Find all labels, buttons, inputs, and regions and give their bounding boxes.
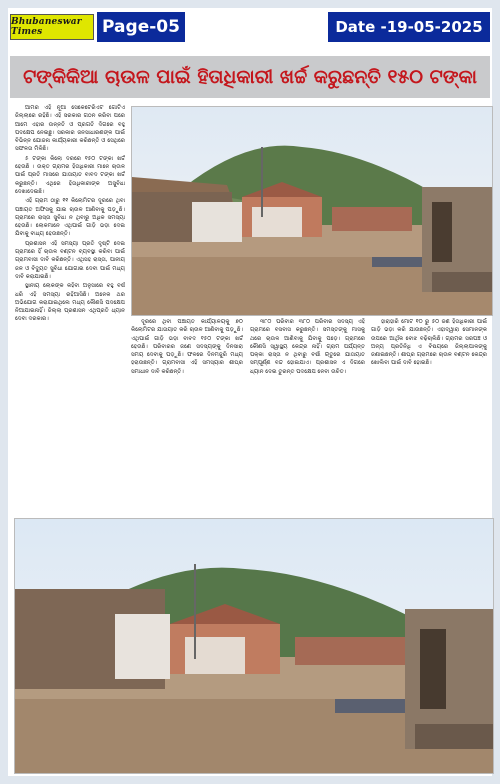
date-label: Date -19-05-2025 xyxy=(328,12,490,42)
article-column-2 xyxy=(131,318,243,512)
article-column-1 xyxy=(15,104,125,512)
masthead-logo: Bhubaneswar Times xyxy=(10,14,94,40)
article-paragraph: ଆମର ଏହି ନୂଆ ସେକେଟେରିଏଟ ଗୋଟିଏ ଜିଲ୍ଲାରେ ରହିଛି। ଏହି ସରକାର ଗଠନ କରିବା ପରେ ଆମେ ଏହାର ଉନ୍ନତି ଓ ପ୍ରଗତି ଦିଗରେ ବହୁ ପଦକ୍ଷେପ ନେଇଛୁ। ସରକାର ଜନସାଧାରଣଙ୍କ ପାଇଁ ବିଭିନ୍ନ ଯୋଜନା କାର୍ଯ୍ୟକାରୀ କରିଛନ୍ତି ଓ ସେଥିରେ ସଫଳତା ମିଳିଛି। xyxy=(15,105,125,153)
article-paragraph: ଏହି ଗ୍ରାମ ଠାରୁ ୧୧ କିଲୋମିଟର ଦୂରରେ ଥିବା ପଞ୍ଚାୟତ ଅଫିସକୁ ଯାଇ ଚାଉଳ ଆଣିବାକୁ ପଡ଼ୁଛି। ଗ୍ରାମରେ ରାସ୍ତା ସୁବିଧା ନ ଥିବାରୁ ଅଧିକ ସମସ୍ୟା ହେଉଛି। ଲୋକମାନେ ଏଥିପାଇଁ ଗାଡ଼ି ଭଡ଼ା ଦେଇ ଯିବାକୁ ବାଧ୍ୟ ହେଉଛନ୍ତି। xyxy=(15,198,125,238)
article-paragraph: ପ୍ରଶାସନ ଏହି ସମସ୍ୟା ପ୍ରତି ଦୃଷ୍ଟି ଦେଇ ଗ୍ରାମରେ ହିଁ ଚାଉଳ ବଣ୍ଟନ ବ୍ୟବସ୍ଥା କରିବା ପାଇଁ ଗ୍ରାମବାସୀ ଦାବି କରିଛନ୍ତି। ଏଥିସହ ରାସ୍ତା, ପାନୀୟ ଜଳ ଓ ବିଦ୍ୟୁତ ସୁବିଧା ଯୋଗାଇ ଦେବା ପାଇଁ ମଧ୍ୟ ଦାବି କରାଯାଇଛି। xyxy=(15,240,125,280)
article-column-4 xyxy=(371,318,487,512)
article-paragraph: ୩୮୦ ପରିବାର ୩୮୦ ପରିବାର ସଦସ୍ୟ ଏହି ଗ୍ରାମରେ ବସବାସ କରୁଛନ୍ତି। ସମସ୍ତଙ୍କୁ ମାସକୁ ଥରେ ଚାଉଳ ଆଣିବାକୁ ଯିବାକୁ ପଡ଼େ। ଗ୍ରାମରେ କୌଣସି ସ୍ୱାସ୍ଥ୍ୟ କେନ୍ଦ୍ର ନାହିଁ। ଗ୍ରାମ ପର୍ଯ୍ୟନ୍ତ ପକ୍କା ରାସ୍ତା ନ ଥିବାରୁ ବର୍ଷା ଋତୁରେ ଯାତାୟାତ ସମ୍ପୂର୍ଣ୍ଣ ବନ୍ଦ ହୋଇଯାଏ। ପ୍ରଶାସନ ଏ ଦିଗରେ ଧ୍ୟାନ ଦେଇ ତୁରନ୍ତ ପଦକ୍ଷେପ ନେବା ଉଚିତ। xyxy=(250,319,365,375)
village-photo-bottom xyxy=(14,518,494,774)
page-number-label: Page-05 xyxy=(97,12,185,42)
article-column-3 xyxy=(250,318,365,512)
article-paragraph: ଦୂରରେ ଥିବା ପଞ୍ଚାୟତ କାର୍ଯ୍ୟାଳୟକୁ ୭୦ କିଲୋମିଟର ଯାତାୟାତ କରି ଚାଉଳ ଆଣିବାକୁ ପଡ଼ୁଛି। ଏଥିପାଇଁ ଗାଡ଼ି ଭଡ଼ା ବାବଦ ୧୫୦ ଟଙ୍କା ଖର୍ଚ୍ଚ ହେଉଛି। ପରିବାରର ଜଣେ ସଦସ୍ୟଙ୍କୁ ଦିନସାରା ସମୟ ଦେବାକୁ ପଡ଼ୁଛି। ଫଳରେ ଦିନମଜୁରି ମଧ୍ୟ ହରାଉଛନ୍ତି। ଗ୍ରାମବାସୀ ଏହି ସମସ୍ୟାର ଶୀଘ୍ର ସମାଧାନ ଦାବି କରିଛନ୍ତି। xyxy=(131,319,243,375)
article-paragraph: ସ୍ଥାନୀୟ ଲୋକଙ୍କ କହିବା ଅନୁସାରେ ବହୁ ବର୍ଷ ଧରି ଏହି ସମସ୍ୟା ରହିଆସିଛି। ଅନେକ ଥର ଅଭିଯୋଗ କରାଯାଇଥିଲେ ମଧ୍ୟ କୌଣସି ପଦକ୍ଷେପ ନିଆଯାଇନାହିଁ। ଜିଲ୍ଲା ପ୍ରଶାସନ ଏଥିପ୍ରତି ଧ୍ୟାନ ଦେବା ଦରକାର। xyxy=(15,283,125,323)
article-headline: ଟଙ୍କିକିଆ ଚାଉଳ ପାଇଁ ହିତାଧିକାରୀ ଖର୍ଚ୍ଚ କରୁଛନ୍ତି ୧୫୦ ଟଙ୍କା xyxy=(10,56,490,98)
article-paragraph: ହାରାହାରି ମୋଟ ୧୦ ରୁ ୫୦ ଜଣ ହିତାଧିକାରୀ ପାଇଁ ଗାଡ଼ି ଭଡ଼ା କରି ଯାଉଛନ୍ତି। ଏହାଦ୍ୱାରା ସେମାନଙ୍କ ଉପରେ ଆର୍ଥିକ ବୋଝ ବଢ଼ିଚାଲିଛି। ଗ୍ରାମର ସରପଞ୍ଚ ଓ ଅନ୍ୟ ପ୍ରତିନିଧି ଏ ବିଷୟରେ ଜିଲ୍ଲାପାଳଙ୍କୁ ଜଣାଇଛନ୍ତି। ଶୀଘ୍ର ଗ୍ରାମରେ ଚାଉଳ ବଣ୍ଟନ କେନ୍ଦ୍ର ଖୋଲିବା ପାଇଁ ଦାବି ହୋଇଛି। xyxy=(371,319,487,367)
village-photo-top xyxy=(131,106,493,316)
article-paragraph: ୫ ଟଙ୍କା କିଲୋ ଦରରେ ୧୫୦ ଟଙ୍କା ଖର୍ଚ୍ଚ ହେଉଛି । ଉକ୍ତ ଗ୍ରାମର ହିତାଧିକାରୀ ମାନେ ଚାଉଳ ପାଇଁ ପ୍ରତି ମାସରେ ଯାତାୟାତ ବାବଦ ଟଙ୍କା ଖର୍ଚ୍ଚ କରୁଛନ୍ତି। ଏଥିରେ ହିତାଧିକାରୀଙ୍କ ଅସୁବିଧା ଦେଖାଦେଇଛି। xyxy=(15,155,125,195)
